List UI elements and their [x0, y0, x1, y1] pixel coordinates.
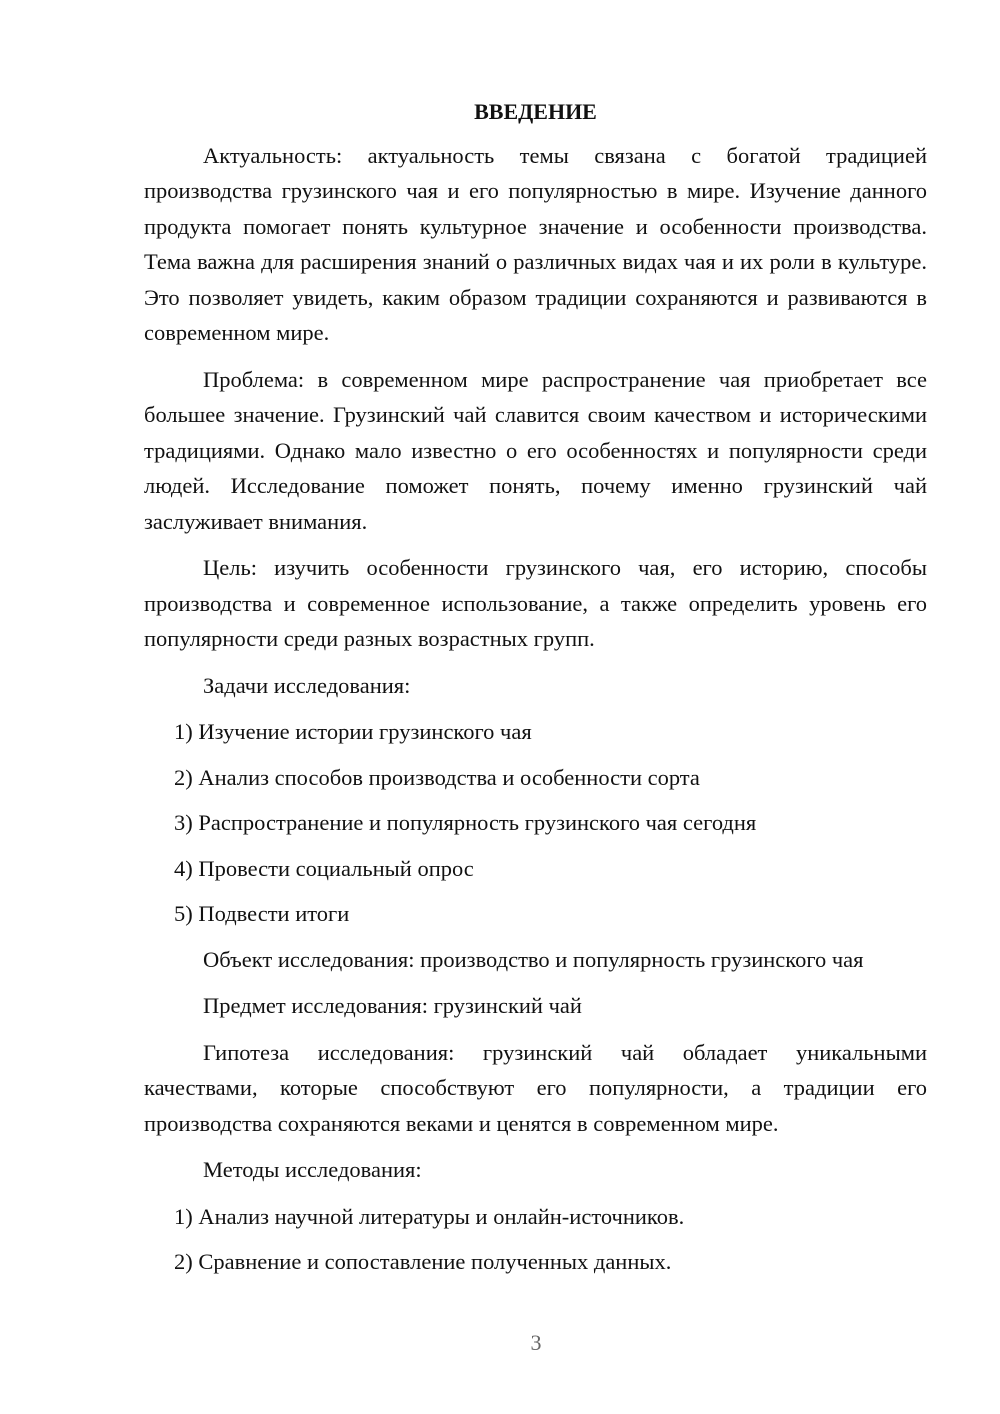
method-item: 2) Сравнение и сопоставление полученных данных.: [174, 1249, 672, 1274]
methods-list: [144, 1199, 927, 1280]
methods-heading: Методы исследования:: [203, 1157, 422, 1182]
object-paragraph: Объект исследования: производство и популярность грузинского чая: [203, 946, 864, 972]
page-number: 3: [530, 1330, 542, 1355]
tasks-list: [144, 714, 927, 932]
goal-paragraph: Цель: изучить особенности грузинского чая, его историю, способы производства и современное использование, а также определить уровень его популярности среди разных возрастных групп.: [144, 555, 927, 651]
task-item: 3) Распространение и популярность грузинского чая сегодня: [174, 810, 757, 835]
task-item: 5) Подвести итоги: [174, 901, 350, 926]
subject-paragraph: Предмет исследования: грузинский чай: [203, 993, 582, 1018]
task-item: 4) Провести социальный опрос: [174, 855, 474, 881]
task-item: 1) Изучение истории грузинского чая: [174, 719, 532, 744]
page-body: [144, 94, 927, 1290]
section-title: ВВЕДЕНИЕ: [474, 99, 597, 124]
relevance-paragraph: Актуальность: актуальность темы связана с богатой традицией производства грузинского чая и его популярностью в мире. Изучение данного продукта помогает понять культурное значение и особенности производства. Тема важна для расширения знаний о различных видах чая и их роли в культуре. Это позволяет увидеть, каким образом традиции сохраняются и развиваются в современном мире.: [144, 142, 927, 345]
method-item: 1) Анализ научной литературы и онлайн-источников.: [174, 1203, 685, 1229]
hypothesis-paragraph: Гипотеза исследования: грузинский чай обладает уникальными качествами, которые способствуют его популярности, а традиции его производства сохраняются веками и ценятся в современном мире.: [144, 1039, 927, 1136]
task-item: 2) Анализ способов производства и особенности сорта: [174, 764, 700, 790]
tasks-heading: Задачи исследования:: [203, 672, 411, 698]
problem-paragraph: Проблема: в современном мире распространение чая приобретает все большее значение. Грузинский чай славится своим качеством и историческими традициями. Однако мало известно о его особенностях и популярности среди людей. Исследование поможет понять, почему именно грузинский чай заслуживает внимания.: [144, 366, 927, 534]
